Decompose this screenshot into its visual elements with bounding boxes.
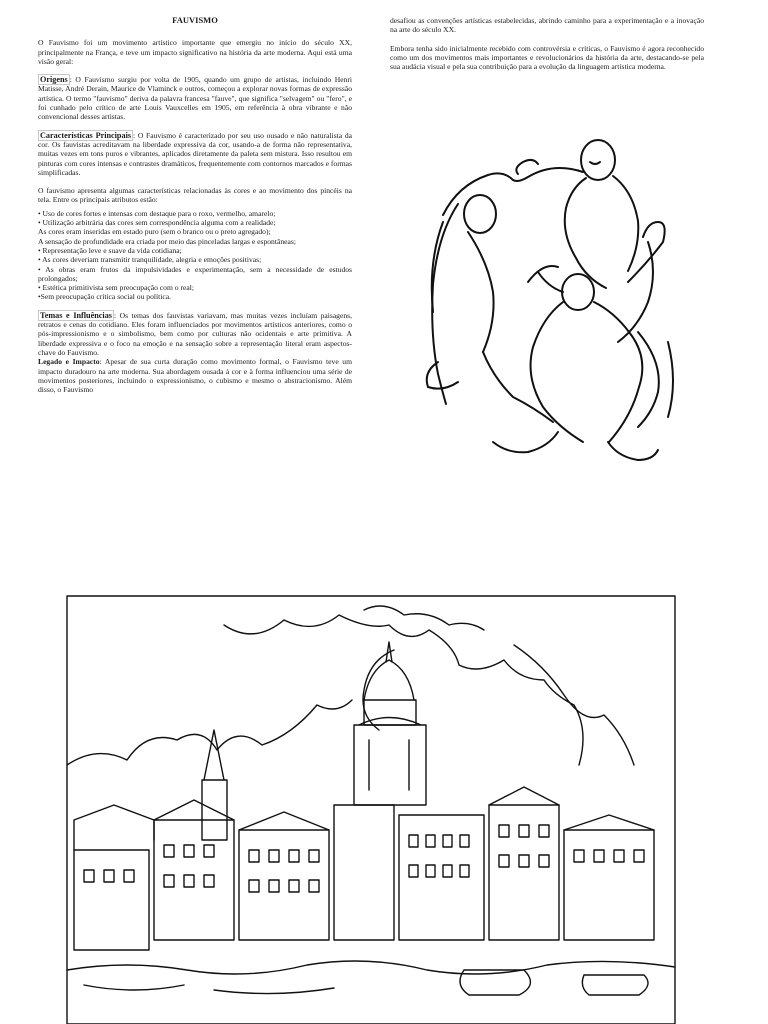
themes-text: : Os temas dos fauvistas variavam, mas muitas vezes incluíam paisagens, retratos e cenas do cotidiano. Eles foram influenciados por movimentos artísticos anteriores, como o pós-impressionismo e o simbolismo, bem como por culturas não ocidentais e arte primitiva. A liberdade expressiva e o foco na emoção e na sensação sobre a representação literal eram aspectos-chave do Fauvismo.: [38, 310, 353, 357]
themes-label: Temas e Influências: [40, 310, 112, 320]
dancing-figures-image: [398, 132, 688, 472]
list-item: • As cores deveriam transmitir tranquilidade, alegria e emoções positivas;: [38, 255, 262, 265]
attributes-intro: O fauvismo apresenta algumas características relacionadas às cores e ao movimento dos pincéis na tela. Entre os principais atributos estão:: [38, 186, 352, 205]
left-column: [38, 16, 352, 394]
characteristics-paragraph: [38, 131, 352, 177]
list-item: • Utilização arbitrária das cores sem correspondência alguma com a realidade;: [38, 218, 276, 228]
origins-text: : O Fauvismo surgiu por volta de 1905, quando um grupo de artistas, incluindo Henri Matisse, André Derain, Maurice de Vlaminck e outros, começou a explorar novas formas de expressão artística. O termo "fauvismo" deriva da palavra francesa "fauve", que significa "selvagem" ou "fero", e foi cunhado pelo crítico de arte Louis Vauxcelles em 1905, em referência à obra vibrante e não convencional desses artistas.: [38, 75, 352, 122]
list-item: As cores eram inseridas em estado puro (sem o branco ou o preto agregado);: [38, 227, 271, 237]
list-item: • As obras eram frutos da impulsividades e experimentação, sem a necessidade de estudos prolongados;: [38, 264, 352, 283]
document-title: FAUVISMO: [172, 15, 218, 25]
harbor-cityscape-image: [64, 590, 678, 1024]
characteristics-label: Características Principais: [40, 130, 132, 140]
themes-paragraph: [38, 311, 352, 357]
list-item: • Uso de cores fortes e intensas com destaque para o roxo, vermelho, amarelo;: [38, 208, 276, 218]
list-item: • Representação leve e suave da vida cotidiana;: [38, 245, 182, 255]
conclusion-paragraph: Embora tenha sido inicialmente recebido com controvérsia e críticas, o Fauvismo é agora reconhecido como um dos movimentos mais importantes e revolucionários da história da arte, destacando-se pela sua audácia visual e pela sua contribuição para a evolução da linguagem artística moderna.: [390, 43, 704, 72]
list-item: • Estética primitivista sem preocupação com o real;: [38, 283, 194, 293]
list-item: •Sem preocupação crítica social ou política.: [38, 292, 171, 302]
origins-paragraph: [38, 75, 352, 121]
continuation-paragraph: desafiou as convenções artísticas estabelecidas, abrindo caminho para a experimentação e a inovação na arte do século XX.: [390, 16, 704, 35]
origins-label: Origens: [40, 75, 68, 85]
right-column: [390, 16, 704, 71]
characteristics-text: : O Fauvismo é caracterizado por seu uso ousado e não naturalista da cor. Os fauvistas acreditavam na liberdade expressiva da cor, usando-a de forma não representativa, muitas vezes em tons puros e vibrantes, aplicados diretamente da paleta sem mistura. Isso resultou em pinturas com cores intensas e contrastes dramáticos, frequentemente com contornos marcados e formas simplificadas.: [38, 130, 352, 177]
legacy-label: Legado e Impacto: [38, 357, 100, 367]
attributes-list: [38, 209, 352, 302]
list-item: A sensação de profundidade era criada por meio das pinceladas largas e espontâneas;: [38, 236, 296, 246]
legacy-paragraph: [38, 357, 352, 394]
legacy-text: : Apesar de sua curta duração como movimento formal, o Fauvismo teve um impacto duradouro na arte moderna. Sua abordagem ousada à cor e à forma influenciou uma série de movimentos posteriores, incluindo o expressionismo, o cubismo e mesmo o abstracionismo. Além disso, o Fauvismo: [38, 357, 352, 395]
intro-paragraph: O Fauvismo foi um movimento artístico importante que emergiu no início do século XX, principalmente na França, e teve um impacto significativo na história da arte moderna. Aqui está uma visão geral:: [38, 38, 352, 66]
